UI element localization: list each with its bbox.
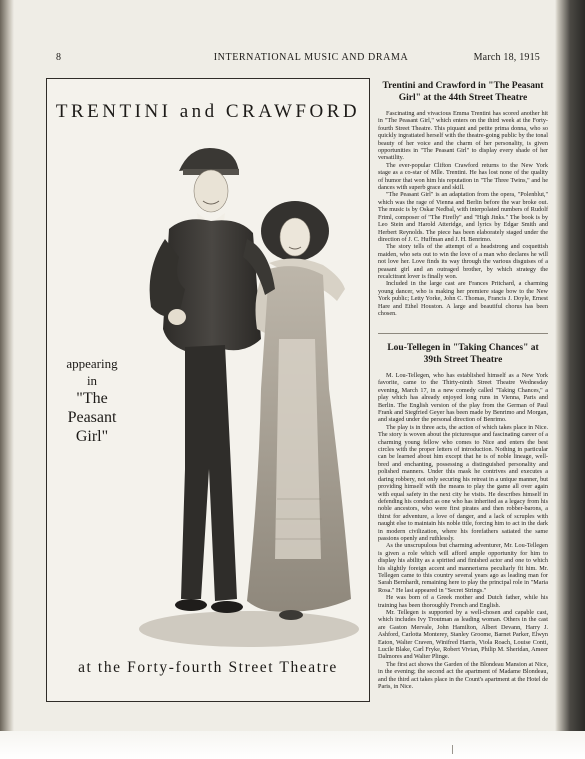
caption-appearing (57, 355, 127, 446)
article-title-line2: Girl" at the 44th Street Theatre (398, 93, 528, 103)
article-paragraph: M. Lou-Tellegen, who has established himself as a New York favorite, came to the Thirty-ninth Street Theatre Wednesday evening, March 17, in a new comedy called "Taking Chances," a play which has already enjoyed long runs in Vienna, Paris and Berlin. The English version of the play from the German of Paul Frank and Siegfried Geyer has been made by Benrimo and Morgan, and staged under the personal direction of Benrimo. (378, 372, 548, 424)
photo-panel (46, 78, 370, 702)
article-title-line2: 39th Street Theatre (423, 355, 503, 365)
page-shadow-left (0, 0, 14, 759)
article-paragraph: Included in the large cast are Frances Pritchard, a charming young dancer, who is making her premiere stage bow to the New York public; Letty Yorke, John C. Thomas, Francis J. Doyle, Ernest Hare and Ethel Houston. A large and beautiful chorus has been chosen. (378, 280, 548, 317)
caption-play-line1: "The (76, 390, 108, 407)
performers-photo (119, 139, 359, 659)
caption-appearing-line2: in (86, 373, 98, 388)
publication-title: INTERNATIONAL MUSIC AND DRAMA (213, 52, 409, 63)
article-paragraph: Mr. Tellegen is supported by a well-chosen and capable cast, which includes Ivy Troutman as leading woman. Others in the cast are Gaston Mervale, John Hamilton, Albert Devann, Harry J. Ashford, Carlotta Monterey, Stanley Groome, Barnet Parker, Elwyn Eaton, Walter Craven, Winifred Harris, Viola Roach, Louise Conti, Lucile Blake, Carl Fryke, Robert Vivian, Philip M. Sheridan, Ameer Dalmores and Walter Plinge. (378, 609, 548, 661)
article-divider (378, 333, 548, 334)
page-number: 8 (56, 52, 62, 63)
photo-heading: TRENTINI and CRAWFORD (55, 101, 361, 122)
article-body (378, 372, 548, 690)
issue-date: March 18, 1915 (473, 52, 540, 63)
caption-play-line3: Girl" (75, 428, 109, 445)
running-header (56, 52, 556, 66)
article-peasant-girl (378, 80, 548, 317)
article-paragraph: He was born of a Greek mother and Dutch father, while his training has been thoroughly French and English. (378, 594, 548, 609)
article-paragraph: As the unscrupulous but charming adventurer, Mr. Lou-Tellegen is given a role which will afford ample opportunity for him to display his ability as a spirited and finished actor and one to which his slightly foreign accent and mannerisms peculiarly fit him. Mr. Tellegen came to this country several years ago as leading man for Sarah Bernhardt, remaining here to play the principal role in "Maria Rosa." He last appeared in "Secret Strings." (378, 542, 548, 594)
article-paragraph: The play is in three acts, the action of which takes place in Nice. The story is woven about the picturesque and fascinating career of a charming young fellow who comes to Nice and enters the best circles with the proper letters of introduction. Nothing in particular can be learned about him except that he is of noble lineage, well-bred and enchanting, possessing a distinguished personality and polished manners. Under this mask he contrives and executes a daring robbery, not only securing his retreat in a unique manner, but providing himself with the means to play the game all over again with equal safety in the next city he visits. He describes himself in defending his conduct as one who has inherited as a legacy from his noble ancestors, who were first pirates and then robber-barons, a thirst for adventure, a love of danger, and a lack of scruples with naught else to maintain his noble title, forcing him to act in the dark in modern civilization, where his forefathers satiated the same passions openly and ruthlessly. (378, 423, 548, 542)
article-body (378, 110, 548, 317)
article-paragraph: The story tells of the attempt of a headstrong and coquettish maiden, who sets out to win the love of a man who declares he will not love her. Love finds its way through the various disguises of a peasant girl and an outraged brother, by which strategy the recalcitrant lover is finally won. (378, 243, 548, 280)
article-paragraph: "The Peasant Girl" is an adaptation from the opera, "Polenblut," which was the rage of Vienna and Berlin before the war broke out. The music is by Oskar Nedbal, with interpolated numbers of Rudolf Friml, composer of "The Firefly" and "High Jinks." The book is by Leo Stein and Harold Atteridge, and lyrics by Edgar Smith and Herbert Reynolds. The piece has been elaborately staged under the direction of J. C. Huffman and J. H. Benrimo. (378, 191, 548, 243)
article-title-line1: Lou-Tellegen in "Taking Chances" at (387, 343, 539, 353)
article-taking-chances (378, 342, 548, 690)
photo-footer-caption: at the Forty-fourth Street Theatre (78, 659, 338, 676)
caption-appearing-line1: appearing (66, 356, 118, 371)
page-bottom-margin (0, 731, 585, 759)
article-paragraph: The first act shows the Garden of the Blondeau Mansion at Nice, in the evening; the second act the apartment of Madame Blondeau, and the third act takes place in the Count's apartment at the Hotel de Paris, in Nice. (378, 660, 548, 691)
article-title-line1: Trentini and Crawford in "The Peasant (382, 81, 544, 91)
article-paragraph: The ever-popular Clifton Crawford returns to the New York stage as a co-star of Mlle. Trentini. He has lost none of the quality of humor that won him his reputation in "The Three Twins," and he dances with superb grace and skill. (378, 161, 548, 192)
caption-play-line2: Peasant (67, 409, 117, 426)
article-paragraph: Fascinating and vivacious Emma Trentini has scored another hit in "The Peasant Girl," which enters on the third week at the Forty-fourth Street Theatre. This piquant and petite prima donna, who so quickly ingratiated herself with the theatre-going public by the tonal beauty of her voice and the charm of her personality, is given opportunities in "The Peasant Girl" to display every shade of her versatility. (378, 110, 548, 162)
binding-shadow-right (555, 0, 585, 759)
scan-mark (440, 745, 453, 754)
